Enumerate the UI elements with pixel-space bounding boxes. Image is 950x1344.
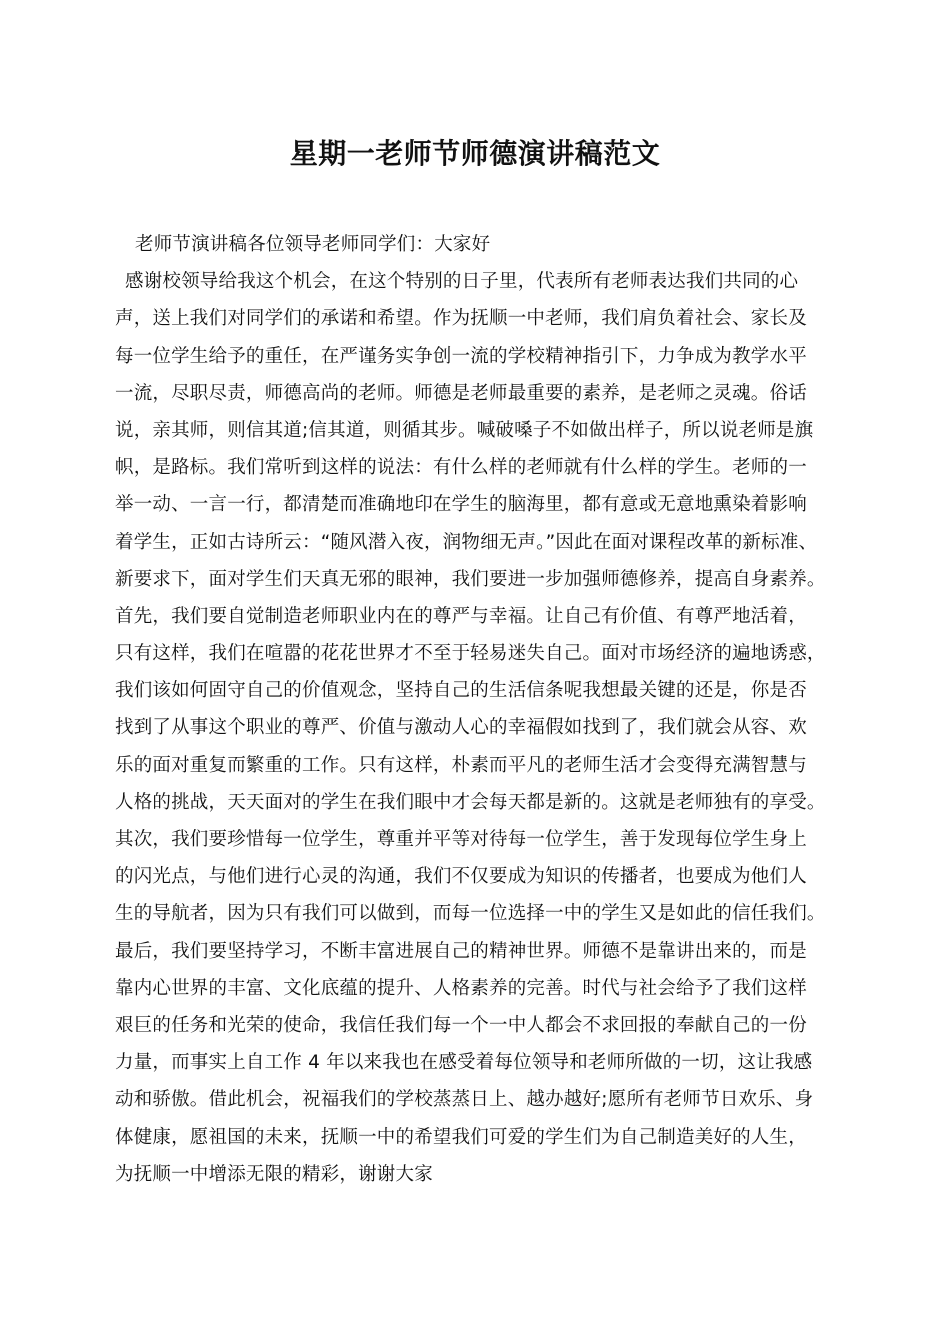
text-line: 每一位学生给予的重任，在严谨务实争创一流的学校精神指引下，力争成为教学水平: [115, 345, 807, 367]
text-line: 最后，我们要坚持学习，不断丰富进展自己的精神世界。师德不是靠讲出来的，而是: [115, 940, 807, 962]
document-body: [115, 226, 855, 1193]
text-line: 只有这样，我们在喧嚣的花花世界才不至于轻易迷失自己。面对市场经济的遍地诱惑，: [115, 643, 826, 665]
text-line: 说，亲其师，则信其道;信其道，则循其步。喊破嗓子不如做出样子，所以说老师是旗: [115, 419, 814, 441]
text-line: 我们该如何固守自己的价值观念，坚持自己的生活信条呢我想最关键的还是，你是否: [115, 680, 807, 702]
text-line: 力量，而事实上自工作 4 年以来我也在感受着每位领导和老师所做的一切，这让我感: [115, 1052, 813, 1074]
text-line: 的闪光点，与他们进行心灵的沟通，我们不仅要成为知识的传播者，也要成为他们人: [115, 866, 807, 888]
text-line: 首先，我们要自觉制造老师职业内在的尊严与幸福。让自己有价值、有尊严地活着，: [115, 605, 807, 627]
text-line: 生的导航者，因为只有我们可以做到，而每一位选择一中的学生又是如此的信任我们。: [115, 903, 826, 925]
text-line: 为抚顺一中增添无限的精彩，谢谢大家: [115, 1163, 433, 1185]
text-line: 帜，是路标。我们常听到这样的说法：有什么样的老师就有什么样的学生。老师的一: [115, 457, 807, 479]
text-line: 人格的挑战，天天面对的学生在我们眼中才会每天都是新的。这就是老师独有的享受。: [115, 791, 826, 813]
text-line: 声，送上我们对同学们的承诺和希望。作为抚顺一中老师，我们肩负着社会、家长及: [115, 308, 807, 330]
text-line: 艰巨的任务和光荣的使命，我信任我们每一个一中人都会不求回报的奉献自己的一份: [115, 1014, 807, 1036]
document-title: 星期一老师节师德演讲稿范文: [289, 137, 661, 170]
text-line: 体健康，愿祖国的未来，抚顺一中的希望我们可爱的学生们为自己制造美好的人生，: [115, 1126, 807, 1148]
text-line: 举一动、一言一行，都清楚而准确地印在学生的脑海里，都有意或无意地熏染着影响: [115, 494, 807, 516]
text-line: 靠内心世界的丰富、文化底蕴的提升、人格素养的完善。时代与社会给予了我们这样: [115, 977, 807, 999]
text-line: 感谢校领导给我这个机会，在这个特别的日子里，代表所有老师表达我们共同的心: [125, 271, 799, 293]
text-line: 找到了从事这个职业的尊严、价值与激动人心的幸福假如找到了，我们就会从容、欢: [115, 717, 807, 739]
text-line: 动和骄傲。借此机会，祝福我们的学校蒸蒸日上、越办越好;愿所有老师节日欢乐、身: [115, 1089, 814, 1111]
text-line: 一流，尽职尽责，师德高尚的老师。师德是老师最重要的素养，是老师之灵魂。俗话: [115, 382, 807, 404]
salutation-line: 老师节演讲稿各位领导老师同学们：大家好: [135, 234, 491, 255]
text-line: 乐的面对重复而繁重的工作。只有这样，朴素而平凡的老师生活才会变得充满智慧与: [115, 754, 807, 776]
text-line: 着学生，正如古诗所云：“随风潜入夜，润物细无声。”因此在面对课程改革的新标准、: [115, 531, 818, 553]
text-line: 其次，我们要珍惜每一位学生，尊重并平等对待每一位学生，善于发现每位学生身上: [115, 829, 807, 850]
text-line: 新要求下，面对学生们天真无邪的眼神，我们要进一步加强师德修养，提高自身素养。: [115, 568, 826, 590]
